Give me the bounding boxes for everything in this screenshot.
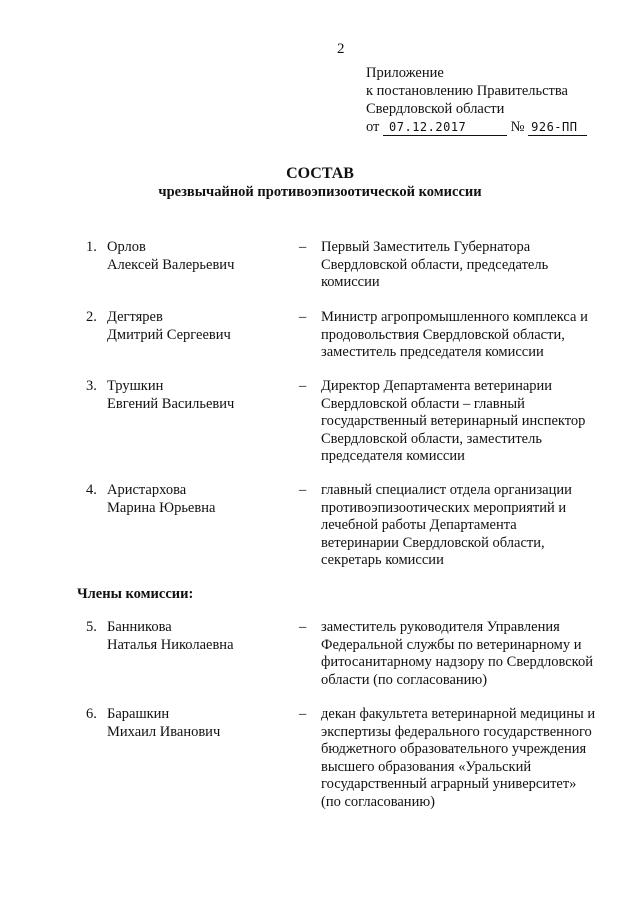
- appendix-date-line: [366, 118, 587, 136]
- dash-separator: –: [299, 309, 307, 325]
- decree-date: 07.12.2017: [383, 120, 507, 136]
- dash-separator: –: [299, 378, 307, 394]
- appendix-block: [366, 64, 587, 136]
- dash-separator: –: [299, 706, 307, 722]
- item-number: 6.: [86, 706, 97, 722]
- page-number: 2: [337, 41, 345, 57]
- person-position: заместитель руководителя Управления Федеральной службы по ветеринарному и фитосанитарному надзору по Свердловской области (по согласованию): [321, 619, 593, 688]
- dash-separator: –: [299, 619, 307, 635]
- person-name: Орлов Алексей Валерьевич: [107, 239, 235, 273]
- person-position: Министр агропромышленного комплекса и продовольствия Свердловской области, заместитель председателя комиссии: [321, 309, 588, 360]
- number-label: №: [510, 119, 525, 135]
- ot-label: от: [366, 119, 380, 135]
- person-position: Первый Заместитель Губернатора Свердловской области, председатель комиссии: [321, 239, 549, 290]
- person-name: Аристархова Марина Юрьевна: [107, 482, 216, 516]
- item-number: 4.: [86, 482, 97, 498]
- person-name: Барашкин Михаил Иванович: [107, 706, 221, 740]
- person-name: Трушкин Евгений Васильевич: [107, 378, 235, 412]
- person-name: Банникова Наталья Николаевна: [107, 619, 234, 653]
- appendix-line-2: к постановлению Правительства: [366, 83, 568, 99]
- person-name: Дегтярев Дмитрий Сергеевич: [107, 309, 231, 343]
- item-number: 1.: [86, 239, 97, 255]
- appendix-line-1: Приложение: [366, 65, 444, 81]
- person-position: декан факультета ветеринарной медицины и экспертизы федерального государственного бюджетного образовательного учреждения высшего образования «Уральский государственный аграрный университет» (по согласованию): [321, 706, 596, 810]
- document-subtitle: чрезвычайной противоэпизоотической комиссии: [158, 184, 482, 200]
- item-number: 5.: [86, 619, 97, 635]
- dash-separator: –: [299, 482, 307, 498]
- person-position: Директор Департамента ветеринарии Свердловской области – главный государственный ветеринарный инспектор Свердловской области, заместитель председателя комиссии: [321, 378, 586, 464]
- decree-number: 926-ПП: [528, 120, 587, 136]
- item-number: 2.: [86, 309, 97, 325]
- person-position: главный специалист отдела организации противоэпизоотических мероприятий и лечебной работы Департамента ветеринарии Свердловской области, секретарь комиссии: [321, 482, 572, 568]
- document-title: СОСТАВ: [286, 165, 354, 182]
- item-number: 3.: [86, 378, 97, 394]
- appendix-line-3: Свердловской области: [366, 101, 505, 117]
- dash-separator: –: [299, 239, 307, 255]
- members-heading: Члены комиссии:: [77, 586, 194, 602]
